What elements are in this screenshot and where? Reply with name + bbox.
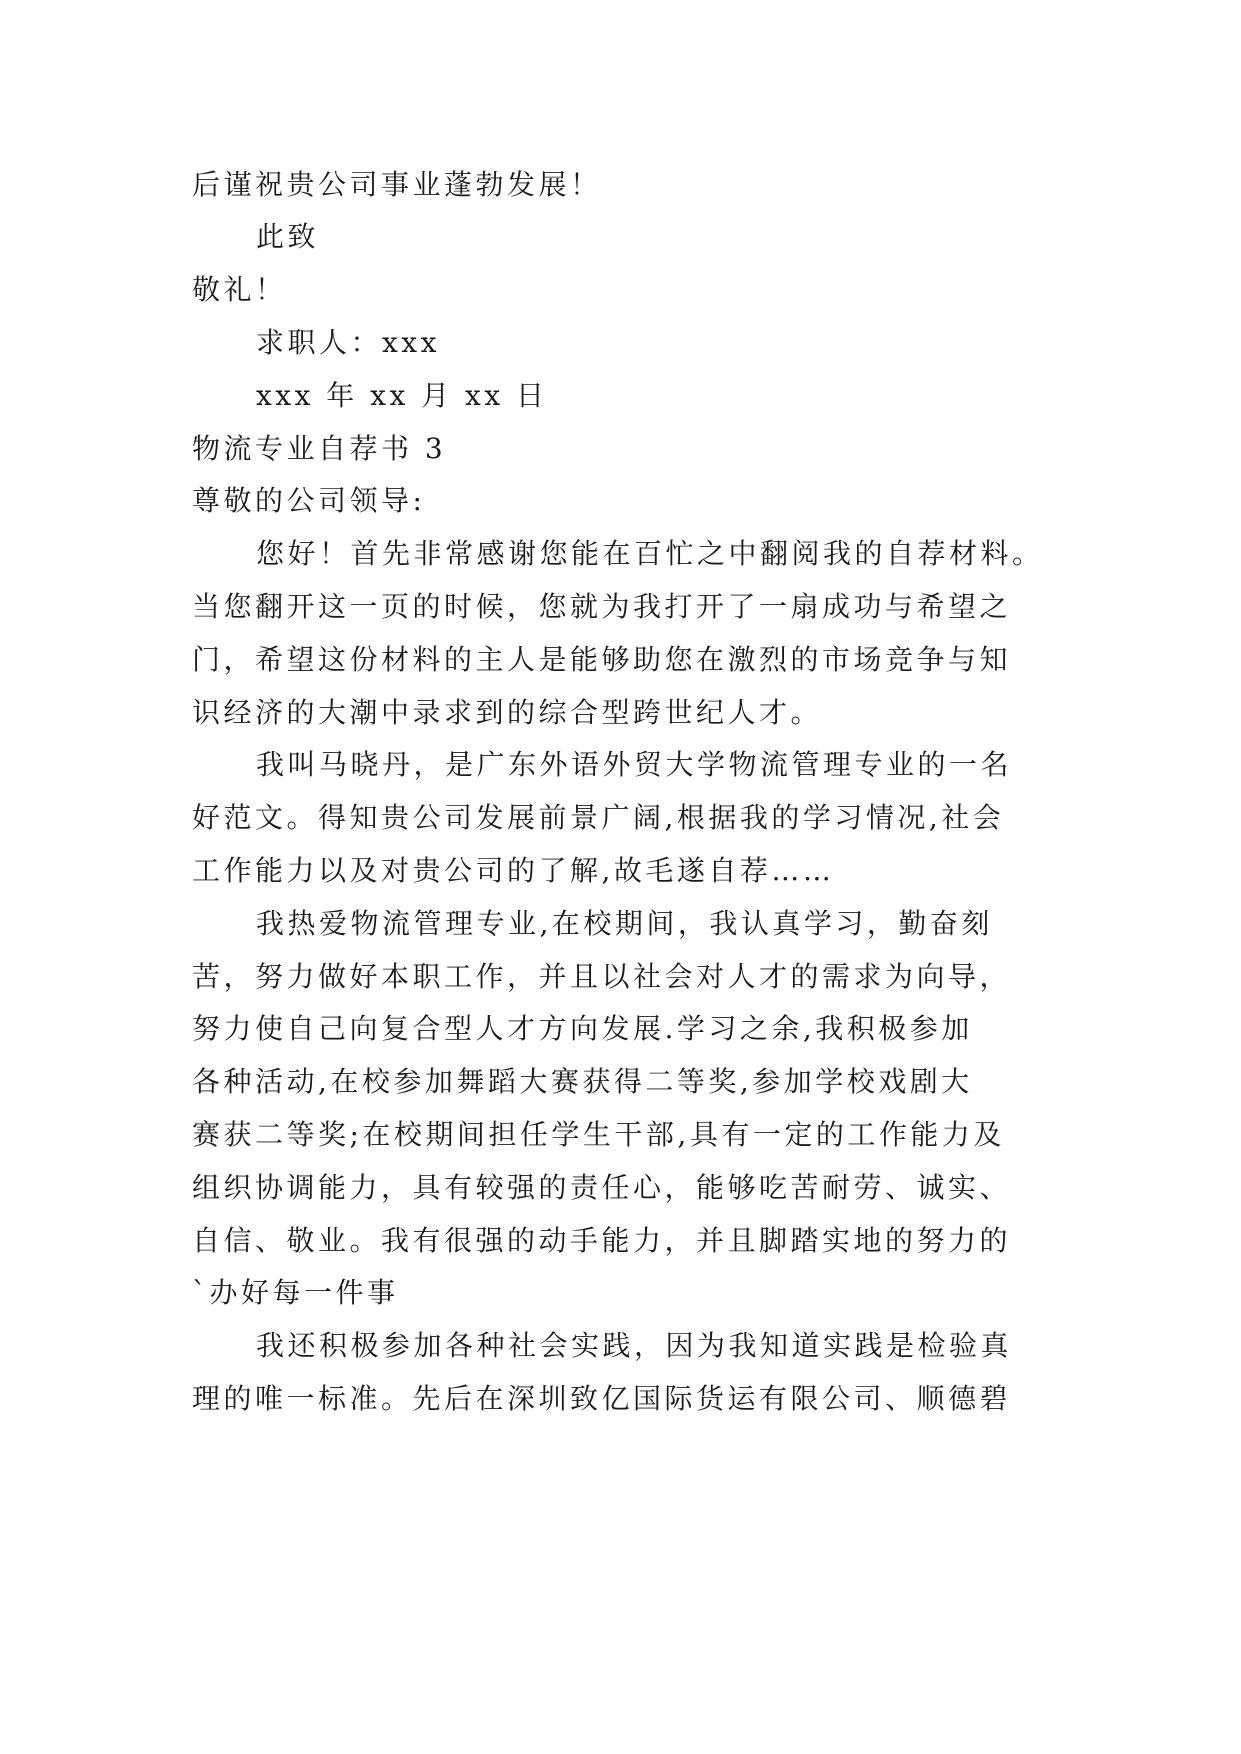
text-line: 赛获二等奖;在校期间担任学生干部,具有一定的工作能力及 — [192, 1118, 1005, 1151]
text-line-applicant: 求职人：xxx — [256, 326, 440, 359]
text-line: `办好每一件事 — [192, 1276, 399, 1309]
text-line: 理的唯一标准。先后在深圳致亿国际货运有限公司、顺德碧 — [192, 1382, 1012, 1415]
text-line-greeting: 尊敬的公司领导: — [192, 484, 426, 517]
text-line: 门，希望这份材料的主人是能够助您在激烈的市场竞争与知 — [192, 643, 1012, 676]
section-title: 物流专业自荐书 3 — [192, 432, 447, 465]
text-line: 识经济的大潮中录求到的综合型跨世纪人才。 — [192, 696, 823, 729]
text-line-regards: 敬礼！ — [192, 273, 287, 306]
text-line: 工作能力以及对贵公司的了解,故毛遂自荐…… — [192, 854, 835, 887]
text-line-salutation: 此致 — [256, 220, 320, 253]
text-line-date: xxx 年 xx 月 xx 日 — [256, 379, 548, 412]
text-line: 当您翻开这一页的时候，您就为我打开了一扇成功与希望之 — [192, 590, 1012, 623]
text-line: 我热爱物流管理专业,在校期间，我认真学习，勤奋刻 — [256, 907, 993, 940]
text-line: 自信、敬业。我有很强的动手能力，并且脚踏实地的努力的 — [192, 1224, 1012, 1257]
text-line: 努力使自己向复合型人才方向发展.学习之余,我积极参加 — [192, 1012, 973, 1045]
text-line: 我叫马晓丹，是广东外语外贸大学物流管理专业的一名 — [256, 748, 1013, 781]
text-line: 您好！首先非常感谢您能在百忙之中翻阅我的自荐材料。 — [256, 537, 1044, 570]
text-line: 各种活动,在校参加舞蹈大赛获得二等奖,参加学校戏剧大 — [192, 1065, 973, 1098]
text-line-closing-wish: 后谨祝贵公司事业蓬勃发展！ — [192, 168, 602, 201]
text-line: 我还积极参加各种社会实践，因为我知道实践是检验真 — [256, 1329, 1013, 1362]
text-line: 组织协调能力，具有较强的责任心，能够吃苦耐劳、诚实、 — [192, 1171, 1012, 1204]
text-line: 好范文。得知贵公司发展前景广阔,根据我的学习情况,社会 — [192, 801, 1005, 834]
text-line: 苦，努力做好本职工作，并且以社会对人才的需求为向导， — [192, 960, 1012, 993]
